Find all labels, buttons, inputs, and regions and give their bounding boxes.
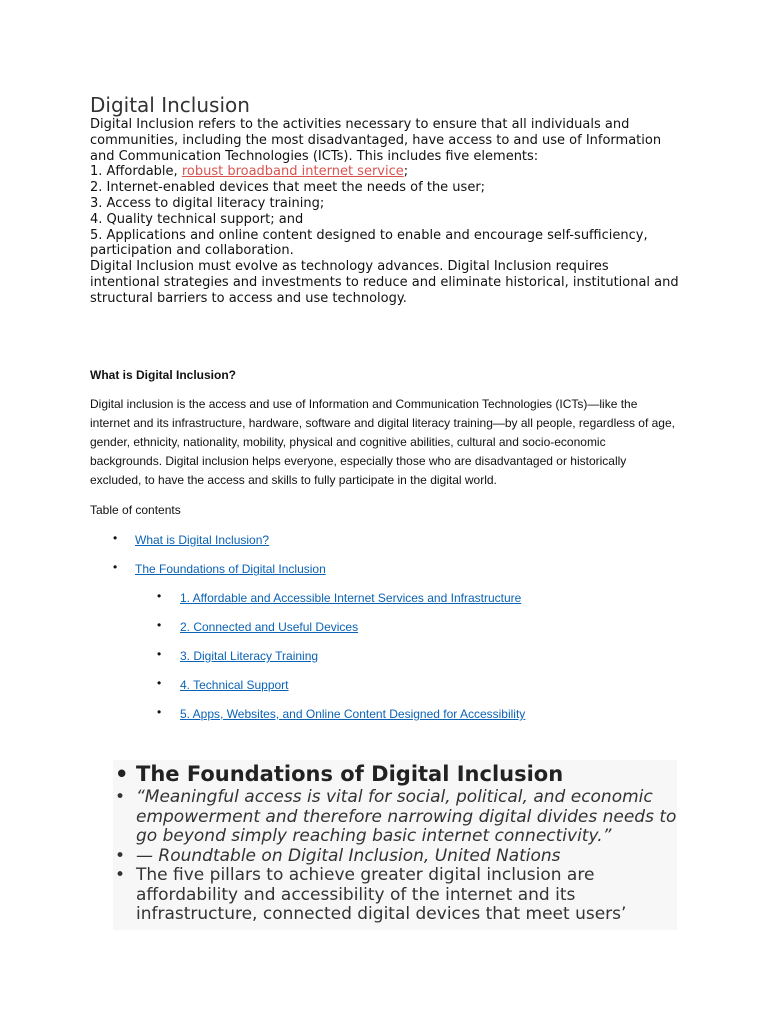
bullet: • [157, 589, 162, 603]
intro-paragraph: Digital Inclusion refers to the activities necessary to ensure that all individuals and communities, including the most disadvantaged, have access to and use of Information and Communication Technologies (ICTs). This includes five elements: [90, 117, 662, 164]
element-item-2: 2. Internet-enabled devices that meet the needs of the user; [90, 180, 486, 196]
table-of-contents [90, 529, 680, 732]
toc-item [90, 558, 680, 587]
element-item-3: 3. Access to digital literacy training; [90, 195, 325, 211]
toc-link-devices[interactable]: 2. Connected and Useful Devices [180, 620, 359, 634]
foundations-pillars [113, 866, 677, 925]
bullet: • [115, 845, 126, 866]
element-item-1-prefix: 1. Affordable, [90, 164, 182, 180]
bullet: • [157, 647, 162, 661]
bullet: • [115, 865, 126, 885]
foundations-heading [113, 760, 677, 788]
bullet: • [113, 560, 118, 574]
toc-item [90, 529, 680, 558]
toc-link-support[interactable]: 4. Technical Support [180, 678, 289, 692]
page-title: Digital Inclusion [90, 93, 250, 117]
foundations-list [113, 760, 677, 925]
element-item-5: 5. Applications and online content designed to enable and encourage self-sufficiency, participation and collaboration. [90, 227, 648, 259]
bullet: • [157, 676, 162, 690]
bullet: • [113, 531, 118, 545]
element-item-4: 4. Quality technical support; and [90, 211, 304, 227]
section-question: What is Digital Inclusion? [90, 368, 237, 382]
toc-item [90, 645, 680, 674]
intro-section [90, 93, 680, 307]
toc-label: Table of contents [90, 503, 181, 517]
toc-item [90, 674, 680, 703]
bullet: • [115, 762, 129, 786]
element-item-1 [90, 164, 680, 180]
bullet: • [157, 705, 162, 719]
toc-item [90, 616, 680, 645]
bullet: • [157, 618, 162, 632]
closing-paragraph: Digital Inclusion must evolve as technology advances. Digital Inclusion requires intentional strategies and investments to reduce and eliminate historical, institutional and structural barriers to access and use technology. [90, 259, 679, 306]
foundations-box [113, 760, 677, 930]
foundations-quote-text: “Meaningful access is vital for social, political, and economic empowerment and therefore narrowing digital divides needs to go beyond simply reaching basic internet connectivity.” [136, 787, 677, 846]
bullet: • [115, 787, 126, 807]
element-item-1-suffix: ; [403, 164, 409, 180]
foundations-attribution [113, 847, 677, 867]
toc-link-apps[interactable]: 5. Apps, Websites, and Online Content Designed for Accessibility [180, 707, 526, 721]
foundations-pillars-text: The five pillars to achieve greater digital inclusion are affordability and accessibility of the internet and its infrastructure, connected digital devices that meet users’ [136, 865, 627, 924]
foundations-quote [113, 788, 677, 847]
toc-link-foundations[interactable]: The Foundations of Digital Inclusion [135, 562, 326, 576]
what-is-section [90, 366, 680, 732]
toc-link-literacy[interactable]: 3. Digital Literacy Training [180, 649, 319, 663]
toc-link-what-is[interactable]: What is Digital Inclusion? [135, 533, 270, 547]
toc-item [90, 703, 680, 732]
foundations-attribution-text: — Roundtable on Digital Inclusion, United Nations [136, 845, 561, 866]
toc-item [90, 587, 680, 616]
foundations-heading-text: The Foundations of Digital Inclusion [136, 762, 564, 786]
broadband-link[interactable]: robust broadband internet service [181, 164, 404, 180]
section-body: Digital inclusion is the access and use of Information and Communication Technologies (ICTs)—like the internet and its infrastructure, hardware, software and digital literacy training—by all people, regardless of age, gender, ethnicity, nationality, mobility, physical and cognitive abilities, cultural and socio-economic backgrounds. Digital inclusion helps everyone, especially those who are disadvantaged or historically excluded, to have the access and skills to fully participate in the digital world. [90, 397, 675, 487]
toc-link-affordable[interactable]: 1. Affordable and Accessible Internet Services and Infrastructure [180, 591, 522, 605]
